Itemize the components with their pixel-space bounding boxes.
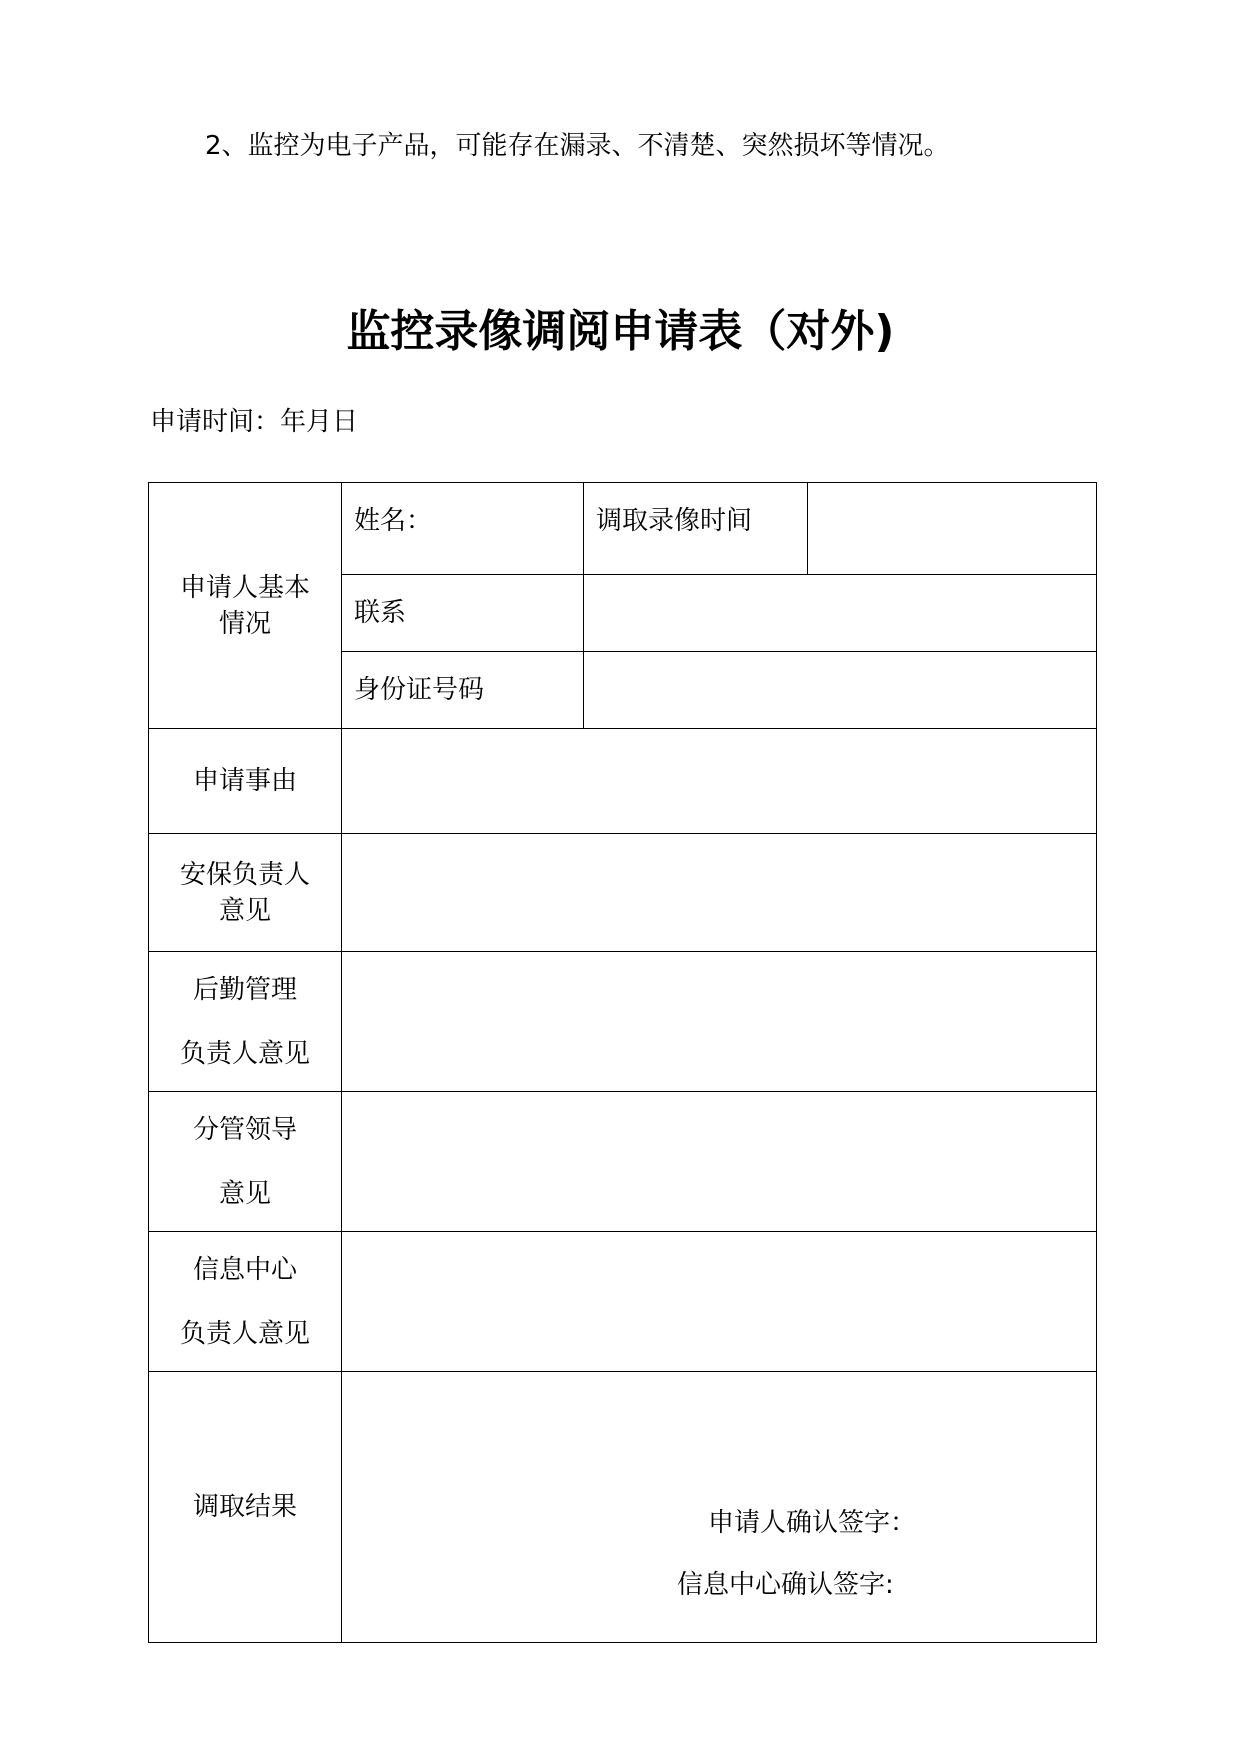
id-number-field[interactable] <box>584 652 1097 729</box>
applicant-info-label-line1: 申请人基本 <box>179 572 310 603</box>
applicant-signature-label: 申请人确认签字： <box>708 1508 917 1538</box>
contact-field[interactable] <box>584 575 1097 652</box>
row-logistics-opinion <box>149 952 1097 1092</box>
security-opinion-field[interactable] <box>342 834 1097 952</box>
reason-label: 申请事由 <box>149 729 342 834</box>
info-center-opinion-field[interactable] <box>342 1232 1097 1372</box>
row-security-opinion <box>149 834 1097 952</box>
row-leader-opinion <box>149 1092 1097 1232</box>
retrieve-result-field[interactable] <box>342 1372 1097 1643</box>
contact-label: 联系 <box>342 575 584 652</box>
row-retrieve-result <box>149 1372 1097 1643</box>
row-name <box>149 483 1097 575</box>
logistics-opinion-label-line1: 后勤管理 <box>192 974 297 1005</box>
form-title: 监控录像调阅申请表（对外) <box>346 306 895 357</box>
logistics-opinion-label-line2: 负责人意见 <box>179 1038 310 1069</box>
info-center-signature-label: 信息中心确认签字: <box>677 1570 894 1600</box>
leader-opinion-label-cell <box>149 1092 342 1232</box>
leader-opinion-label-line1: 分管领导 <box>192 1114 297 1145</box>
info-center-opinion-label-line1: 信息中心 <box>192 1254 297 1285</box>
retrieve-time-label: 调取录像时间 <box>584 483 808 575</box>
leader-opinion-label-line2: 意见 <box>218 1178 271 1209</box>
applicant-info-label-line2: 情况 <box>218 608 271 639</box>
info-center-opinion-label-cell <box>149 1232 342 1372</box>
application-form-table <box>148 482 1097 1643</box>
reason-field[interactable] <box>342 729 1097 834</box>
row-reason <box>149 729 1097 834</box>
id-number-label: 身份证号码 <box>342 652 584 729</box>
info-center-opinion-label-line2: 负责人意见 <box>179 1318 310 1349</box>
notice-item-2: 2、监控为电子产品，可能存在漏录、不清楚、突然损坏等情况。 <box>205 131 950 161</box>
apply-date-line: 申请时间：年月日 <box>150 407 359 437</box>
logistics-opinion-field[interactable] <box>342 952 1097 1092</box>
leader-opinion-field[interactable] <box>342 1092 1097 1232</box>
logistics-opinion-label-cell <box>149 952 342 1092</box>
applicant-info-label-cell <box>149 483 342 729</box>
retrieve-time-field[interactable] <box>808 483 1097 575</box>
security-opinion-label-line1: 安保负责人 <box>179 859 310 890</box>
row-info-center-opinion <box>149 1232 1097 1372</box>
security-opinion-label-line2: 意见 <box>218 895 271 926</box>
retrieve-result-label: 调取结果 <box>149 1372 342 1643</box>
security-opinion-label-cell <box>149 834 342 952</box>
name-label: 姓名： <box>342 483 584 575</box>
